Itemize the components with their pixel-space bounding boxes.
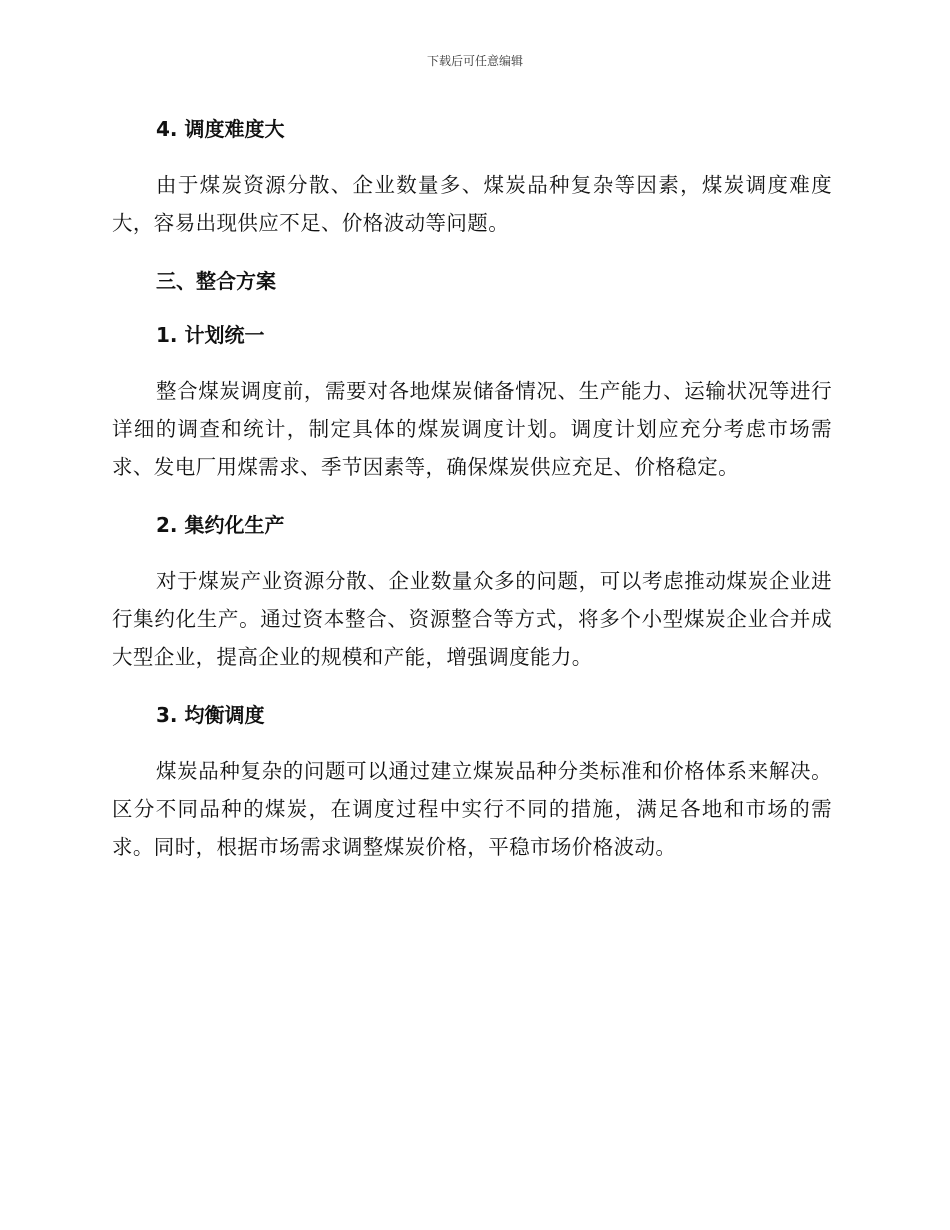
paragraph-intensive-production: 对于煤炭产业资源分散、企业数量众多的问题，可以考虑推动煤炭企业进行集约化生产。通过资本整合、资源整合等方式，将多个小型煤炭企业合并成大型企业，提高企业的规模和产能，增强调度能力。 [112,569,832,669]
section-heading-unified-plan: 1. 计划统一 [156,323,265,347]
document-body [112,112,832,866]
paragraph-scheduling-difficulty: 由于煤炭资源分散、企业数量多、煤炭品种复杂等因素，煤炭调度难度大，容易出现供应不足、价格波动等问题。 [112,173,832,235]
section-heading-scheduling-difficulty: 4. 调度难度大 [156,117,285,141]
section-heading-intensive-production: 2. 集约化生产 [156,513,285,537]
page-header: 下载后可任意编辑 [426,54,523,68]
paragraph-unified-plan: 整合煤炭调度前，需要对各地煤炭储备情况、生产能力、运输状况等进行详细的调查和统计，制定具体的煤炭调度计划。调度计划应充分考虑市场需求、发电厂用煤需求、季节因素等，确保煤炭供应充足、价格稳定。 [112,379,832,479]
chapter-heading-integration-plan: 三、整合方案 [156,269,276,293]
paragraph-balanced-scheduling: 煤炭品种复杂的问题可以通过建立煤炭品种分类标准和价格体系来解决。区分不同品种的煤炭，在调度过程中实行不同的措施，满足各地和市场的需求。同时，根据市场需求调整煤炭价格，平稳市场价格波动。 [112,759,832,859]
section-heading-balanced-scheduling: 3. 均衡调度 [156,703,265,727]
